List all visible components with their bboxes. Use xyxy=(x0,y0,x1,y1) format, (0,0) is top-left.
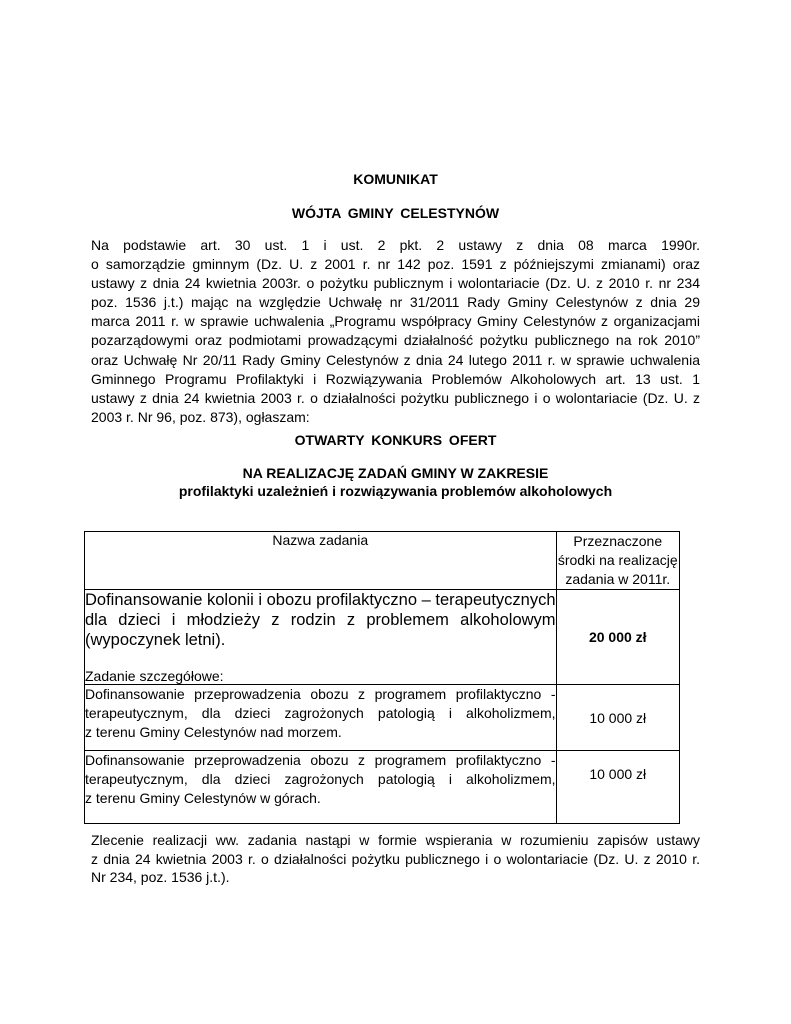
competition-subtitle-line2: profilaktyki uzależnień i rozwiązywania problemów alkoholowych xyxy=(178,483,613,499)
header-amount-line: zadania w 2011r. xyxy=(565,571,671,587)
subtask-cell xyxy=(85,751,557,824)
outro-line: Nr 234, poz. 1536 j.t.). xyxy=(91,869,230,885)
table-row-subtask xyxy=(85,751,680,824)
table-row-main-task xyxy=(85,590,680,685)
subtask-line: z terenu Gminy Celestynów nad morzem. xyxy=(85,724,342,740)
intro-line: Gminnego Programu Profilaktyki i Rozwiązywania Problemów Alkoholowych art. 13 ust. 1 xyxy=(91,370,700,387)
main-task-line: (wypoczynek letni). xyxy=(85,631,226,649)
table-row-subtask xyxy=(85,685,680,751)
competition-subtitle-line1: NA REALIZACJĘ ZADAŃ GMINY W ZAKRESIE xyxy=(242,465,549,481)
header-amount-line: środki na realizację xyxy=(557,552,678,568)
main-task-line: Dofinansowanie kolonii i obozu profilaktyczno – terapeutycznych xyxy=(85,591,556,609)
heading-komunikat: KOMUNIKAT xyxy=(353,171,438,187)
intro-line: pozarządowymi oraz podmiotami prowadzącymi działalność pożytku publicznego na rok 2010” xyxy=(91,332,700,349)
outro-paragraph xyxy=(91,831,700,887)
outro-line: Zlecenie realizacji ww. zadania nastąpi w formie wspierania w rozumieniu zapisów ustawy xyxy=(91,832,700,848)
subtask-line: terapeutycznym, dla dzieci zagrożonych patologią i alkoholizmem, xyxy=(85,705,556,721)
competition-title: OTWARTY KONKURS OFERT xyxy=(294,432,497,448)
main-task-amount: 20 000 zł xyxy=(556,590,679,685)
subtask-cell xyxy=(85,685,557,751)
main-task-title xyxy=(85,590,556,650)
outro-line: z dnia 24 kwietnia 2003 r. o działalności pożytku publicznego i o wolontariacie (Dz. U. z 2010 r. xyxy=(91,850,700,867)
intro-line: Na podstawie art. 30 ust. 1 i ust. 2 pkt. 2 ustawy z dnia 08 marca 1990r. xyxy=(91,237,700,253)
subtask-line: Dofinansowanie przeprowadzenia obozu z programem profilaktyczno - xyxy=(85,686,556,702)
intro-line: poz. 1536 j.t.) mając na względzie Uchwałę nr 31/2011 Rady Gminy Celestynów z dnia 29 xyxy=(91,294,700,311)
main-task-cell xyxy=(85,590,557,685)
header-task-name: Nazwa zadania xyxy=(85,532,557,590)
table-header-row xyxy=(85,532,680,590)
intro-line: ustawy z dnia 24 kwietnia 2003r. o pożytku publicznym i wolontariacie (Dz. U. z 2010 r. nr 234 xyxy=(91,275,700,292)
subtask-line: Dofinansowanie przeprowadzenia obozu z programem profilaktyczno - xyxy=(85,752,556,768)
intro-line: oraz Uchwałę Nr 20/11 Rady Gminy Celestynów z dnia 24 lutego 2011 r. w sprawie uchwalenia xyxy=(91,351,700,368)
intro-line: 2003 r. Nr 96, poz. 873), ogłaszam: xyxy=(91,408,310,425)
tasks-table xyxy=(84,531,680,824)
subtask-line: terapeutycznym, dla dzieci zagrożonych patologią i alkoholizmem, xyxy=(85,771,556,787)
intro-line: marca 2011 r. w sprawie uchwalenia „Programu współpracy Gminy Celestynów z organizacjami xyxy=(91,313,700,330)
subtask-line: z terenu Gminy Celestynów w górach. xyxy=(85,790,321,806)
header-amount xyxy=(556,532,679,590)
subtask-amount: 10 000 zł xyxy=(556,751,679,824)
intro-line: ustawy z dnia 24 kwietnia 2003 r. o działalności pożytku publicznego i o wolontariacie (Dz. U. z xyxy=(91,389,700,406)
header-amount-line: Przeznaczone xyxy=(573,533,663,549)
heading-wojta: WÓJTA GMINY CELESTYNÓW xyxy=(291,205,500,221)
main-task-line: dla dzieci i młodzieży z rodzin z problemem alkoholowym xyxy=(85,611,556,629)
subtask-amount: 10 000 zł xyxy=(556,685,679,751)
intro-paragraph xyxy=(91,236,700,427)
intro-line: o samorządzie gminnym (Dz. U. z 2001 r. nr 142 poz. 1591 z późniejszymi zmianami) oraz xyxy=(91,256,700,273)
competition-subtitle xyxy=(0,464,791,500)
subtask-label: Zadanie szczegółowe: xyxy=(85,668,224,684)
